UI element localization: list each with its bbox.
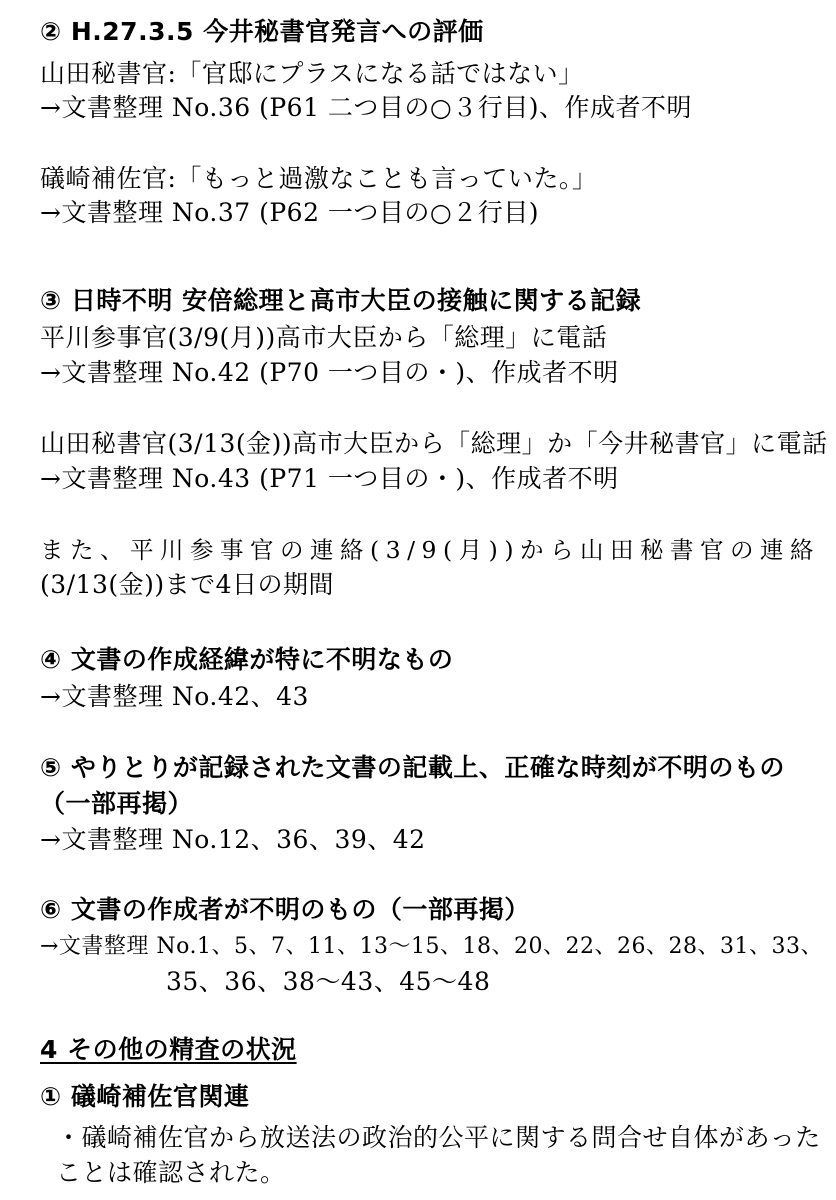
- text-line: →文書整理 No.37 (P62 一つ目の○２行目): [40, 198, 539, 227]
- text-line: →文書整理 No.42、43: [40, 682, 309, 711]
- text-line: また、平川参事官の連絡(3/9(月))から山田秘書官の連絡: [40, 536, 820, 564]
- text-line: →文書整理 No.36 (P61 二つ目の○３行目)、作成者不明: [40, 93, 692, 122]
- subsection-1-heading: ① 礒崎補佐官関連: [40, 1082, 250, 1111]
- section-4-heading: 4 その他の精査の状況: [40, 1035, 297, 1064]
- text-line: (3/13(金))まで4日の期間: [40, 570, 335, 599]
- text-line: 35、36、38〜43、45〜48: [166, 967, 491, 996]
- text-line: →文書整理 No.1、5、7、11、13〜15、18、20、22、26、28、31、33、: [40, 934, 823, 959]
- text-line: →文書整理 No.12、36、39、42: [40, 825, 426, 854]
- text-line: 平川参事官(3/9(月))高市大臣から「総理」に電話: [40, 323, 608, 352]
- text-line: →文書整理 No.43 (P71 一つ目の・)、作成者不明: [40, 464, 619, 493]
- item-4-heading: ④ 文書の作成経緯が特に不明なもの: [40, 645, 454, 674]
- text-line: →文書整理 No.42 (P70 一つ目の・)、作成者不明: [40, 358, 619, 387]
- item-5-heading-cont: （一部再掲）: [40, 789, 194, 818]
- text-line: 礒崎補佐官:「もっと過激なことも言っていた。」: [40, 164, 598, 193]
- item-6-heading: ⑥ 文書の作成者が不明のもの（一部再掲）: [40, 895, 530, 924]
- text-line: 山田秘書官:「官邸にプラスになる話ではない」: [40, 59, 584, 88]
- text-line: 山田秘書官(3/13(金))高市大臣から「総理」か「今井秘書官」に電話: [40, 429, 828, 458]
- item-3-heading: ③ 日時不明 安倍総理と高市大臣の接触に関する記録: [40, 286, 642, 315]
- text-line: ことは確認された。: [56, 1158, 286, 1187]
- item-5-heading: ⑤ やりとりが記録された文書の記載上、正確な時刻が不明のもの: [40, 753, 785, 782]
- text-line: ・礒崎補佐官から放送法の政治的公平に関する問合せ自体があった: [56, 1123, 821, 1152]
- item-2-heading: ② H.27.3.5 今井秘書官発言への評価: [40, 17, 484, 46]
